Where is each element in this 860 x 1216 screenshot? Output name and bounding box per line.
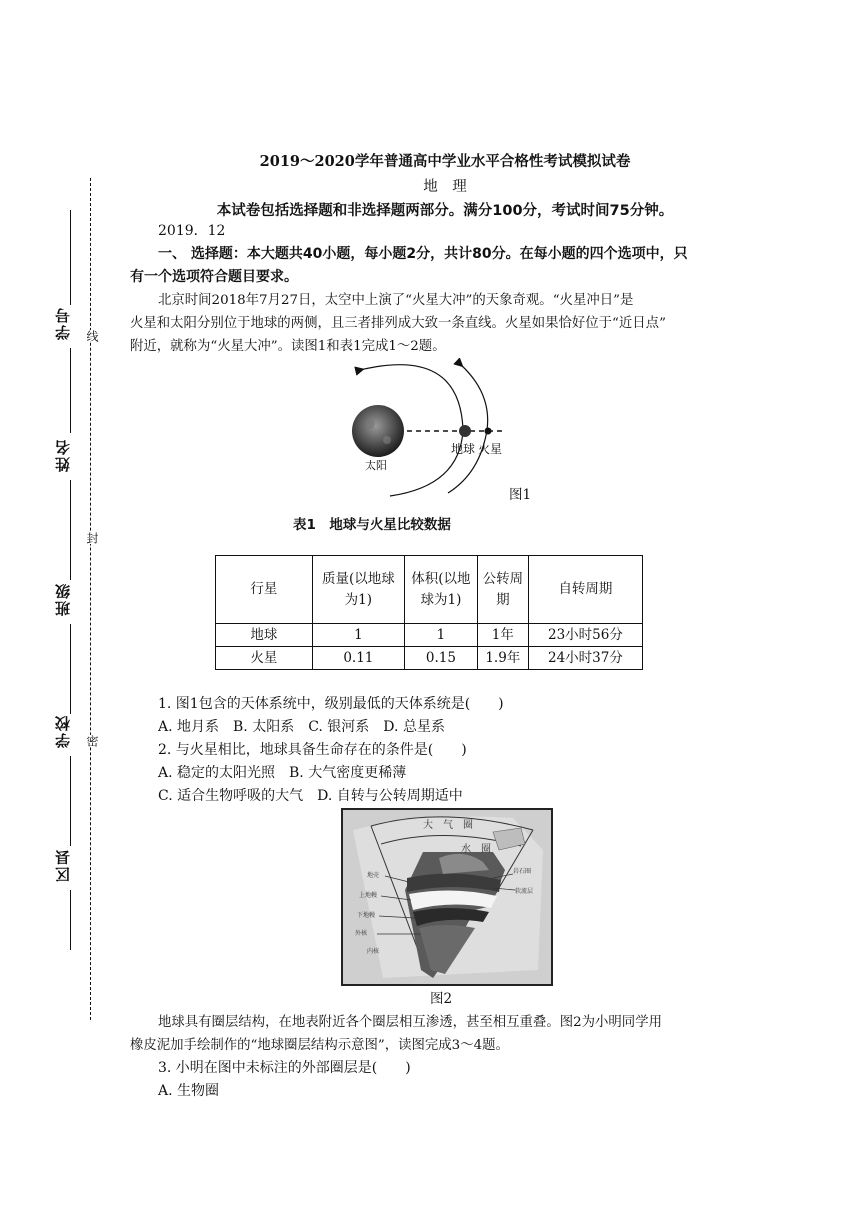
handwritten-crust: 地壳 [367, 872, 380, 879]
table-cell: 0.11 [312, 647, 404, 670]
binding-dashed-line [90, 178, 91, 1020]
table-cell: 1 [405, 624, 478, 647]
handwritten-inner-core: 内核 [367, 948, 380, 955]
handwritten-upper-mantle: 上地幔 [359, 892, 378, 899]
comparison-table [215, 555, 643, 670]
binding-blank-line [70, 210, 71, 305]
table-cell: 24小时37分 [528, 647, 642, 670]
question1-stem: 1. 图1包含的天体系统中，级别最低的天体系统是( ) [158, 696, 504, 712]
question2-options-line2: C. 适合生物呼吸的大气 D. 自转与公转周期适中 [158, 788, 463, 804]
earth-label: 地球 [451, 442, 476, 456]
table-header-cell: 质量(以地球为1) [312, 556, 404, 624]
passage1-line3: 附近，就称为“火星大冲”。读图1和表1完成1～2题。 [130, 339, 446, 354]
binding-seal-feng: 封 [85, 532, 99, 544]
exam-intro: 本试卷包括选择题和非选择题两部分。满分100分，考试时间75分钟。 [216, 203, 674, 219]
binding-label-school: 学校 [54, 714, 72, 748]
table-cell: 1 [312, 624, 404, 647]
table-header-cell: 体积(以地球为1) [405, 556, 478, 624]
table-cell: 地球 [216, 624, 313, 647]
question3-stem: 3. 小明在图中未标注的外部圈层是( ) [158, 1060, 411, 1076]
binding-blank-line [70, 890, 71, 950]
question3-option-a: A. 生物圈 [158, 1083, 220, 1099]
table-cell: 火星 [216, 647, 313, 670]
binding-blank-line [70, 756, 71, 846]
table-cell: 1.9年 [477, 647, 528, 670]
earth-icon [459, 425, 471, 437]
binding-blank-line [70, 624, 71, 714]
table-cell: 23小时56分 [528, 624, 642, 647]
mars-icon [485, 428, 492, 435]
table1-caption: 表1 地球与火星比较数据 [293, 517, 451, 533]
table-row [216, 624, 643, 647]
question2-options-line1: A. 稳定的太阳光照 B. 大气密度更稀薄 [158, 765, 407, 781]
subject-title: 地 理 [423, 179, 467, 195]
passage1-line2: 火星和太阳分别位于地球的两侧，且三者排列成大致一条直线。火星如果恰好位于“近日点” [130, 316, 666, 331]
binding-seal-mi: 密 [85, 735, 99, 747]
binding-label-class: 班级 [54, 582, 72, 616]
handwritten-lower-mantle: 下地幔 [357, 912, 376, 919]
exam-date: 2019．12 [158, 223, 226, 239]
figure1-caption: 图1 [509, 487, 532, 503]
section1-heading-cont: 有一个选项符合题目要求。 [130, 269, 298, 285]
table-header-cell: 行星 [216, 556, 313, 624]
passage1-line1: 北京时间2018年7月27日，太空中上演了“火星大冲”的天象奇观。“火星冲日”是 [158, 293, 634, 308]
binding-blank-line [70, 348, 71, 433]
handwritten-outer-core: 外核 [355, 930, 368, 937]
question1-options: A. 地月系 B. 太阳系 C. 银河系 D. 总星系 [158, 719, 445, 735]
section1-heading: 一、 选择题：本大题共40小题，每小题2分，共计80分。在每小题的四个选项中，只 [158, 246, 688, 262]
table-row [216, 647, 643, 670]
table-header-row [216, 556, 643, 624]
handwritten-hydrosphere: 水 圈 [461, 844, 491, 855]
handwritten-atmosphere: 大 气 圈 [423, 820, 473, 831]
binding-blank-line [70, 480, 71, 580]
binding-label-name: 姓名 [54, 438, 72, 472]
handwritten-asthenosphere: 软流层 [515, 888, 534, 895]
figure1-diagram [330, 358, 560, 503]
handwritten-lithosphere: 岩石圈 [513, 868, 532, 875]
table-header-cell: 公转周期 [477, 556, 528, 624]
sun-icon [352, 405, 404, 457]
exam-title: 2019～2020学年普通高中学业水平合格性考试模拟试卷 [259, 153, 631, 170]
passage2-line2: 橡皮泥加手绘制作的“地球圈层结构示意图”，读图完成3～4题。 [130, 1038, 509, 1053]
table-cell: 1年 [477, 624, 528, 647]
passage2-line1: 地球具有圈层结构，在地表附近各个圈层相互渗透，甚至相互重叠。图2为小明同学用 [158, 1015, 662, 1030]
table-cell: 0.15 [405, 647, 478, 670]
sun-label: 太阳 [365, 459, 387, 472]
mars-label: 火星 [478, 442, 503, 456]
binding-label-student-id: 学号 [54, 306, 72, 340]
figure2-photo [341, 808, 553, 986]
binding-seal-xian: 线 [85, 330, 99, 342]
binding-label-district: 区县 [54, 848, 72, 882]
table-header-cell: 自转周期 [528, 556, 642, 624]
figure2-caption: 图2 [430, 991, 453, 1007]
question2-stem: 2. 与火星相比，地球具备生命存在的条件是( ) [158, 742, 467, 758]
